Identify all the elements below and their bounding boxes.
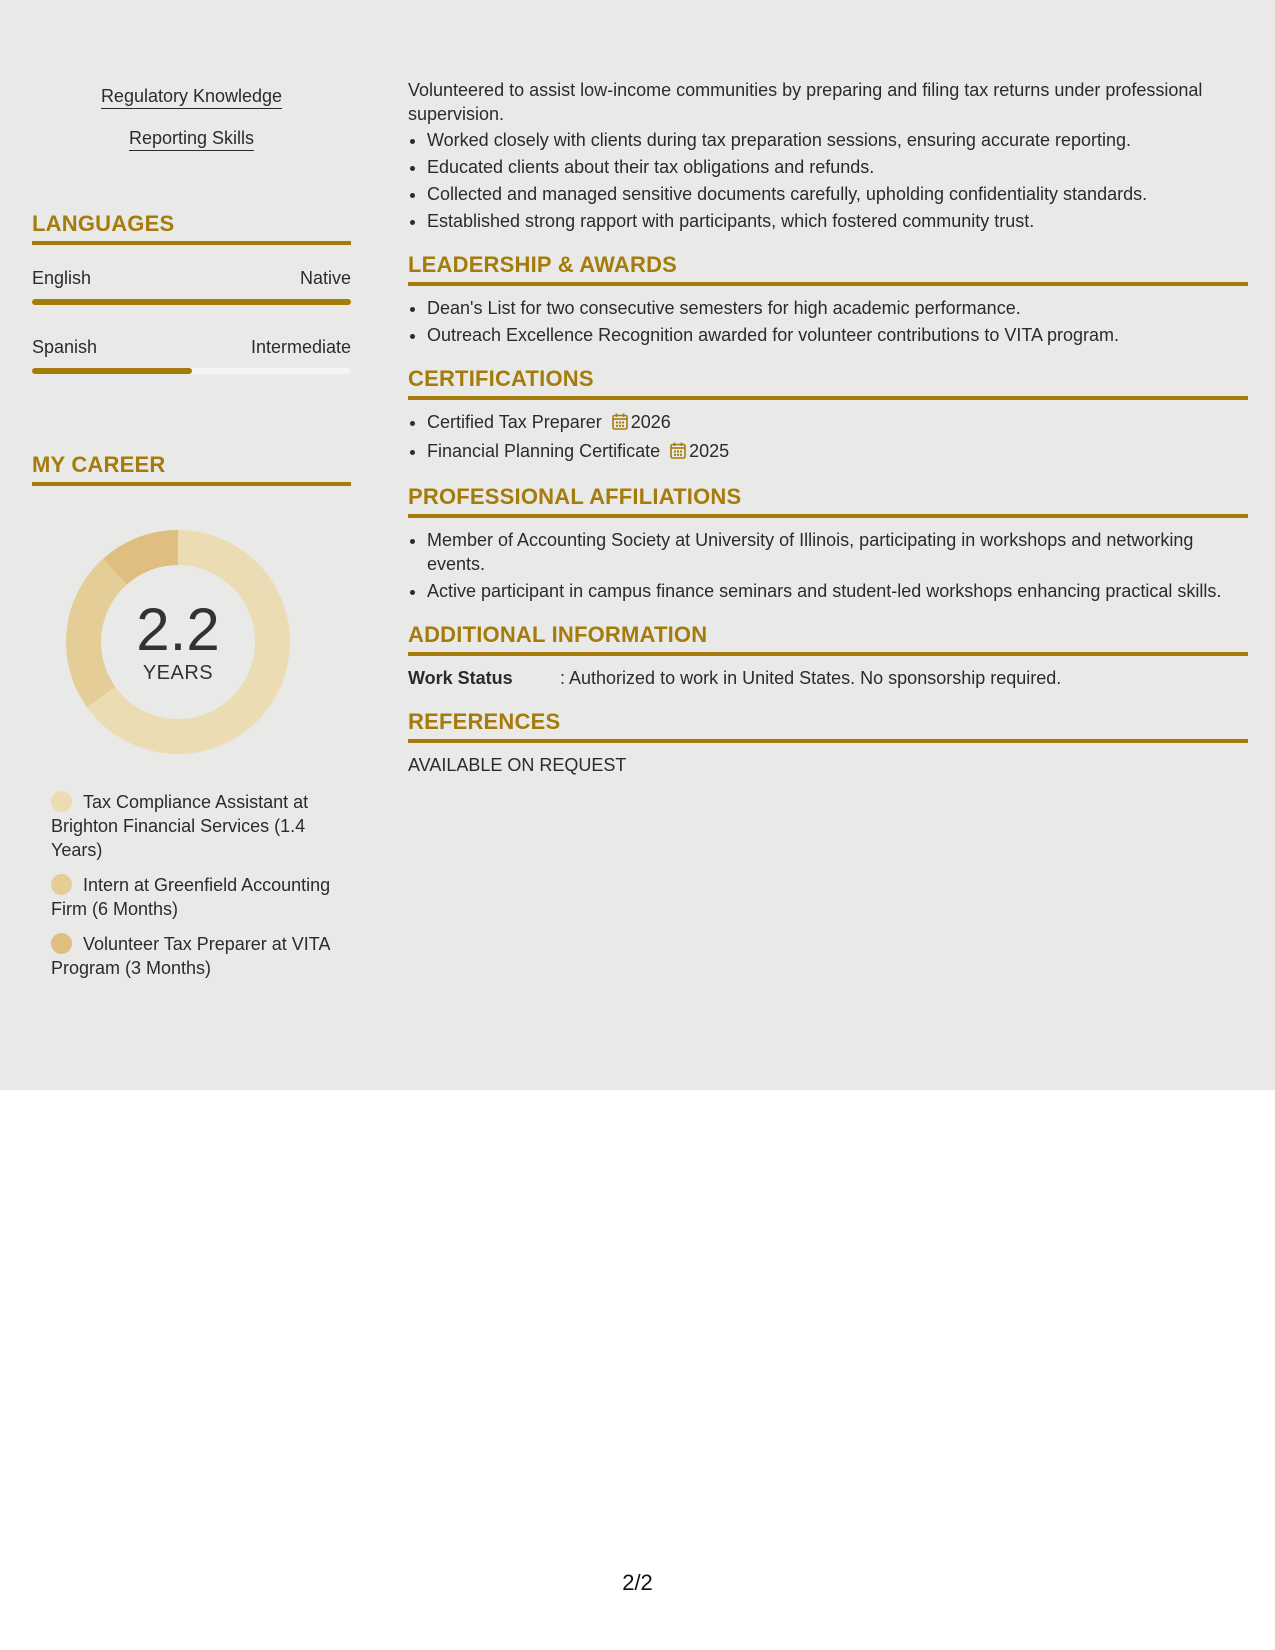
references-heading: REFERENCES (408, 709, 1248, 743)
affiliation-bullet: • Member of Accounting Society at University of Illinois, participating in workshops and networking events. (427, 528, 1248, 576)
career-donut-chart (66, 530, 290, 754)
experience-bullet: • Worked closely with clients during tax preparation sessions, ensuring accurate reporting. (427, 128, 1248, 152)
language-bar-spanish (32, 368, 351, 374)
affiliations-heading: PROFESSIONAL AFFILIATIONS (408, 484, 1248, 518)
page-number: 2/2 (622, 1570, 653, 1595)
legend-dot (51, 933, 72, 954)
calendar-icon (612, 412, 628, 436)
language-bar-fill (32, 299, 351, 305)
language-bar-fill (32, 368, 192, 374)
certification-item (427, 410, 1248, 436)
career-legend-item (51, 932, 341, 980)
career-legend (51, 790, 341, 991)
career-legend-item (51, 873, 341, 921)
affiliations-bullets (408, 528, 1248, 603)
language-bar-english (32, 299, 351, 305)
calendar-icon (670, 441, 686, 465)
experience-summary: Volunteered to assist low-income communities by preparing and filing tax returns under professional supervision. (408, 80, 1203, 124)
legend-dot (51, 874, 72, 895)
career-total-unit: YEARS (142, 661, 214, 684)
experience-bullet: • Collected and managed sensitive documents carefully, upholding confidentiality standards. (427, 182, 1248, 206)
leadership-heading: LEADERSHIP & AWARDS (408, 252, 1248, 286)
certifications-heading: CERTIFICATIONS (408, 366, 1248, 400)
skills-list (32, 86, 351, 170)
language-level: Native (299, 268, 351, 288)
language-spanish (32, 337, 351, 358)
certification-item (427, 439, 1248, 465)
leadership-bullet: • Dean's List for two consecutive semesters for high academic performance. (427, 296, 1248, 320)
donut-center (66, 530, 290, 754)
leadership-bullets (408, 296, 1248, 347)
language-level: Intermediate (250, 337, 351, 357)
certification-name: Certified Tax Preparer (427, 412, 602, 432)
skill-item: Reporting Skills (129, 128, 254, 151)
work-status-label: Work Status (408, 668, 513, 688)
references-text: AVAILABLE ON REQUEST (408, 755, 627, 775)
work-status-value: : Authorized to work in United States. No sponsorship required. (560, 668, 1062, 688)
career-legend-item (51, 790, 341, 862)
certification-name: Financial Planning Certificate (427, 441, 661, 461)
additional-info-heading: ADDITIONAL INFORMATION (408, 622, 1248, 656)
language-name: Spanish (32, 337, 98, 357)
experience-bullet: • Educated clients about their tax obligations and refunds. (427, 155, 1248, 179)
skill-item: Regulatory Knowledge (101, 86, 282, 109)
experience-bullet: • Established strong rapport with participants, which fostered community trust. (427, 209, 1248, 233)
leadership-bullet: • Outreach Excellence Recognition awarded for volunteer contributions to VITA program. (427, 323, 1248, 347)
career-legend-text: Intern at Greenfield Accounting Firm (6 Months) (51, 875, 331, 919)
legend-dot (51, 791, 72, 812)
certifications-list (408, 410, 1248, 465)
affiliation-bullet: • Active participant in campus finance seminars and student-led workshops enhancing practical skills. (427, 579, 1248, 603)
certification-year: 2026 (630, 412, 671, 432)
certification-year: 2025 (689, 441, 730, 461)
career-legend-text: Volunteer Tax Preparer at VITA Program (3 Months) (51, 934, 330, 978)
experience-bullets (408, 128, 1248, 233)
language-name: English (32, 268, 92, 288)
career-legend-text: Tax Compliance Assistant at Brighton Financial Services (1.4 Years) (51, 792, 309, 860)
career-total-years: 2.2 (136, 595, 220, 663)
language-english (32, 268, 351, 289)
career-heading: MY CAREER (32, 452, 351, 486)
work-status-row (408, 666, 1248, 690)
languages-heading: LANGUAGES (32, 211, 351, 245)
right-column (408, 78, 1248, 777)
